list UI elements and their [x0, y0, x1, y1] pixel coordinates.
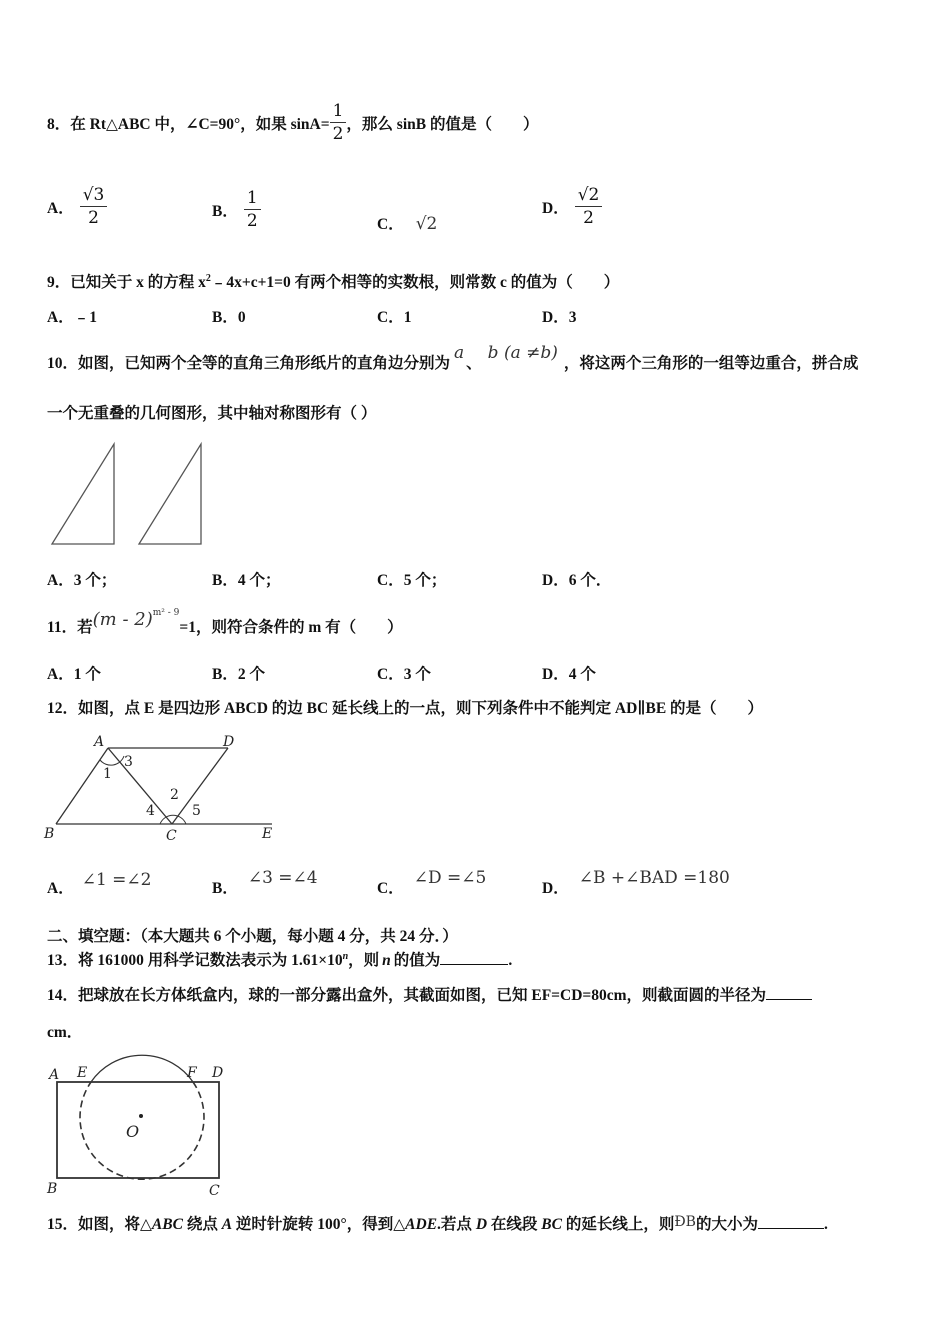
- circle-arc-inside-dashed: [80, 1082, 204, 1179]
- q11-option-d: D．4 个: [542, 666, 596, 683]
- q10-option-b: B．4 个；: [212, 572, 281, 589]
- question-14: 14．把球放在长方体纸盒内，球的一部分露出盒外，其截面如图，已知 EF=CD=80cm，则截面圆的半径为: [47, 983, 812, 1005]
- triangle-right: [139, 444, 201, 544]
- q14-ball-box-figure: [40, 1050, 240, 1200]
- q12-option-c: C．∠D =∠5: [377, 868, 487, 897]
- q12-option-a: A． ∠1 =∠2: [47, 870, 152, 897]
- question-15: 15．如图，将△ABC 绕点 A 逆时针旋转 100°，得到△ADE.若点 D 在线段 BC 的延长线上，则ÐB的大小为 .: [47, 1214, 828, 1233]
- section-2-heading: 二、填空题：（本大题共 6 个小题，每小题 4 分，共 24 分．）: [47, 928, 458, 945]
- question-8: [47, 103, 538, 143]
- q8-option-c: C． √2: [377, 214, 438, 234]
- segment-ab: [56, 748, 108, 824]
- label-4: 4: [146, 803, 155, 819]
- label-2: 2: [170, 787, 179, 803]
- question-13: 13．将 161000 用科学记数法表示为 $1.61\times 10^n$，则 n 的值为 .: [47, 950, 513, 969]
- angle-arc-a: [100, 756, 124, 765]
- label-e: E: [77, 1065, 88, 1081]
- segment-ac: [108, 748, 172, 824]
- q14-answer-blank[interactable]: [766, 999, 812, 1000]
- question-10: 10．如图，已知两个全等的直角三角形纸片的直角边分别为a、b (a ≠b)，将这两个三角形的一组等边重合，拼合成: [47, 343, 859, 372]
- q12-option-b: B．∠3 =∠4: [212, 868, 318, 897]
- q8-suffix: ，那么 sinB 的值是（ ）: [346, 116, 539, 133]
- label-o: O: [126, 1122, 140, 1141]
- q12-option-d: D．∠B +∠BAD =180: [542, 868, 730, 897]
- q8-option-d: D． $\frac{√2}{2}$: [542, 187, 602, 227]
- label-a: A: [94, 734, 105, 750]
- q9-option-b: B．0: [212, 309, 246, 326]
- triangle-left: [52, 444, 114, 544]
- label-1: 1: [103, 766, 112, 782]
- q13-answer-blank[interactable]: [440, 964, 508, 965]
- label-e: E: [262, 826, 273, 842]
- question-12: 12．如图，点 E 是四边形 ABCD 的边 BC 延长线上的一点，则下列条件中不能判定 AD∥BE 的是（ ）: [47, 700, 764, 717]
- label-b: B: [44, 826, 55, 842]
- q9-option-d: D．3: [542, 309, 577, 326]
- q9-option-c: C．1: [377, 309, 412, 326]
- q15-answer-blank[interactable]: [758, 1228, 824, 1229]
- label-5: 5: [192, 803, 201, 819]
- q8-prefix: 8．在 Rt△ABC 中，∠C=90°，如果 sinA=: [47, 116, 330, 133]
- q9-option-a: A．﹣1: [47, 309, 97, 326]
- question-9: 9．已知关于 x 的方程 $x^2﹣4x+c+1=0$ 有两个相等的实数根，则常数 c 的值为（ ）: [47, 272, 620, 291]
- question-14-unit: cm．: [47, 1024, 83, 1041]
- q11-option-c: C．3 个: [377, 666, 431, 683]
- q10-triangles-figure: [46, 438, 216, 550]
- label-c: C: [209, 1183, 220, 1199]
- circle-arc-outside: [91, 1055, 193, 1082]
- question-11: 11．若(m - 2)$^{m^2 - 9}$=1，则符合条件的 m 有（ ）: [47, 608, 403, 636]
- q11-option-a: A．1 个: [47, 666, 101, 683]
- q10-option-a: A．3 个；: [47, 572, 117, 589]
- q8-fraction: $\frac{1}{2}$: [330, 103, 347, 143]
- label-c: C: [166, 828, 177, 844]
- question-10-line2: 一个无重叠的几何图形，其中轴对称图形有（ ）: [47, 405, 377, 422]
- q10-option-d: D．6 个．: [542, 572, 612, 589]
- label-b: B: [47, 1181, 58, 1197]
- q10-option-c: C．5 个；: [377, 572, 447, 589]
- label-a: A: [49, 1067, 60, 1083]
- q8-option-a: A． $\frac{√3}{2}$: [47, 187, 107, 227]
- label-d: D: [223, 734, 235, 750]
- label-3: 3: [124, 754, 133, 770]
- label-d: D: [212, 1065, 224, 1081]
- label-f: F: [187, 1065, 197, 1081]
- q11-option-b: B．2 个: [212, 666, 265, 683]
- q12-quadrilateral-figure: [40, 728, 285, 846]
- center-dot: [139, 1114, 143, 1118]
- q8-option-b: B． $\frac{1}{2}$: [212, 190, 261, 230]
